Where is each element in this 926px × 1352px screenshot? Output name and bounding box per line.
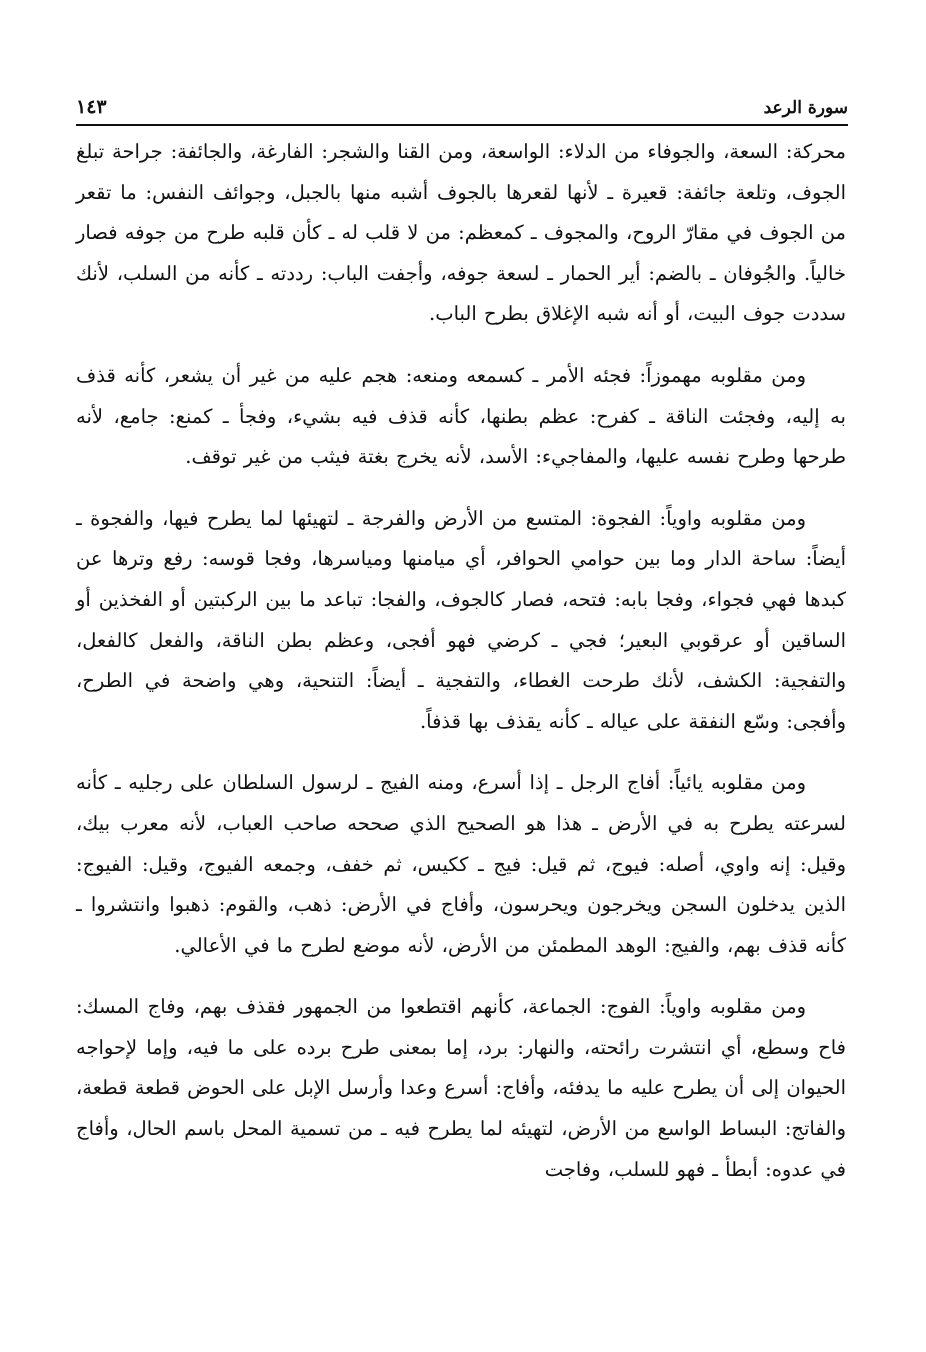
page-number: ١٤٣ — [76, 96, 107, 118]
page-body — [76, 132, 846, 1211]
paragraph: ومن مقلوبه واوياً: الفوج: الجماعة، كأنهم اقتطعوا من الجمهور فقذف بهم، وفاج المسك: فاح وسطع، أي انتشرت رائحته، والنهار: برد، إما بمعنى طرح برده على ما فيه، وإما لإحواجه الحيوان إلى أن يطرح عليه ما يدفئه، وأفاج: أسرع وعدا وأرسل الإبل على الحوض قطعة قطعة، والفاتج: البساط الواسع من الأرض، لتهيئه لما يطرح فيه ـ من تسمية المحل باسم الحال، وأفاج في عدوه: أبطأ ـ فهو للسلب، وفاجت — [76, 995, 846, 1181]
paragraph: ومن مقلوبه واوياً: الفجوة: المتسع من الأرض والفرجة ـ لتهيئها لما يطرح فيها، والفجوة ـ أيضاً: ساحة الدار وما بين حوامي الحوافر، أي ميامنها ومياسرها، وفجا قوسه: رفع وترها عن كبدها فهي فجواء، وفجا بابه: فتحه، فصار كالجوف، والفجا: تباعد ما بين الركبتين أو الفخذين أو الساقين أو عرقوبي البعير؛ فجي ـ كرضي فهو أفجى، وعظم بطن الناقة، والفعل كالفعل، والتفجية: الكشف، لأنك طرحت الغطاء، والتفجية ـ أيضاً: التنحية، وهي واضحة في الطرح، وأفجى: وسّع النفقة على عياله ـ كأنه يقذف بها قذفاً. — [76, 506, 846, 733]
paragraph: محركة: السعة، والجوفاء من الدلاء: الواسعة، ومن القنا والشجر: الفارغة، والجائفة: جراحة تبلغ الجوف، وتلعة جائفة: قعيرة ـ لأنها لقعرها بالجوف أشبه منها بالجبل، وجوائف النفس: ما تقعر من الجوف في مقارّ الروح، والمجوف ـ كمعظم: من لا قلب له ـ كأن قلبه طرح من جوفه فصار خالياً. والجُوفان ـ بالضم: أير الحمار ـ لسعة جوفه، وأجفت الباب: رددته ـ كأنه من السلب، لأنك سددت جوف البيت، أو أنه شبه الإغلاق بطرح الباب. — [76, 140, 846, 326]
surah-name: سورة الرعد — [763, 98, 848, 118]
paragraph: ومن مقلوبه مهموزاً: فجئه الأمر ـ كسمعه ومنعه: هجم عليه من غير أن يشعر، كأنه قذف به إليه، وفجئت الناقة ـ كفرح: عظم بطنها، كأنه قذف فيه بشيء، وفجأ ـ كمنع: جامع، لأنه طرحها وطرح نفسه عليها، والمفاجيء: الأسد، لأنه يخرج بغتة فيثب من غير توقف. — [76, 363, 846, 469]
paragraph: ومن مقلوبه يائياً: أفاج الرجل ـ إذا أسرع، ومنه الفيج ـ لرسول السلطان على رجليه ـ كأنه لسرعته يطرح به في الأرض ـ هذا هو الصحيح الذي صححه صاحب العباب، لأنه معرب بيك، وقيل: إنه واوي، أصله: فيوج، ثم قيل: فيج ـ ككيس، ثم خفف، وجمعه الفيوج، وقيل: الفيوج: الذين يدخلون السجن ويخرجون ويحرسون، وأفاج في الأرض: ذهب، والقوم: ذهبوا وانتشروا ـ كأنه قذف بهم، والفيج: الوهد المطمئن من الأرض، لأنه موضع لطرح ما في الأعالي. — [76, 771, 846, 957]
page-header — [76, 84, 848, 126]
